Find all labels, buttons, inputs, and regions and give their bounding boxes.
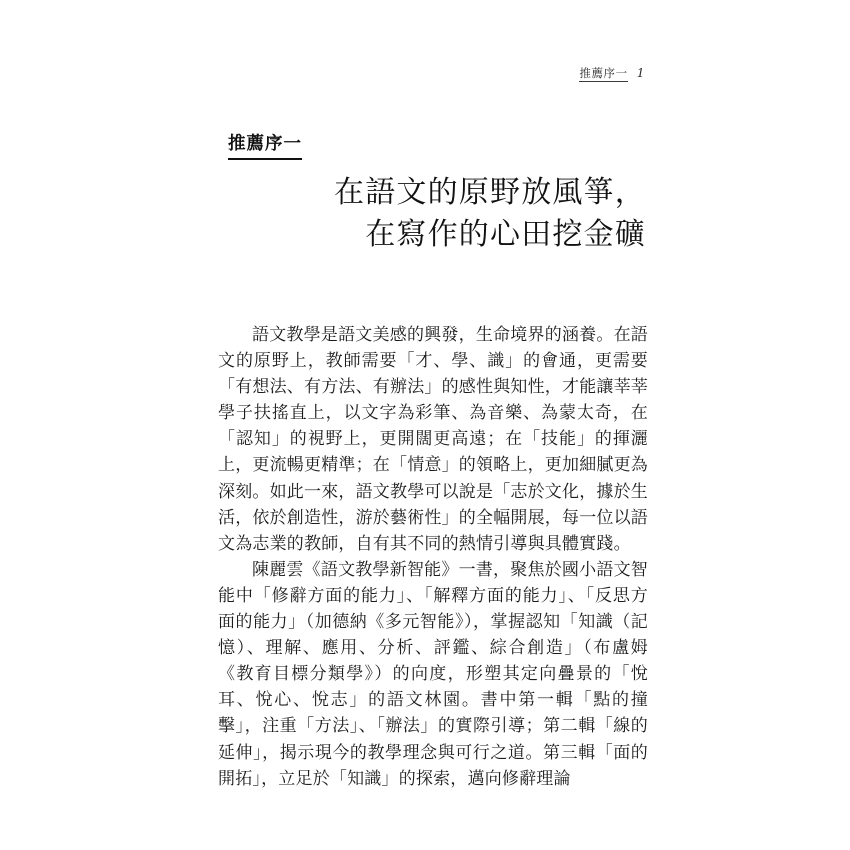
body-text <box>218 322 648 792</box>
page-title-line-1: 在語文的原野放風箏， <box>334 175 646 210</box>
running-head <box>579 66 645 82</box>
body-paragraph: 語文教學是語文美感的興發，生命境界的涵養。在語文的原野上，教師需要「才、學、識」的會通，更需要「有想法、有方法、有辦法」的感性與知性，才能讓莘莘學子扶搖直上，以文字為彩筆、為音樂、為蒙太奇，在「認知」的視野上，更開闊更高遠；在「技能」的揮灑上，更流暢更精準；在「情意」的領略上，更加細膩更為深刻。如此一來，語文教學可以說是「志於文化，據於生活，依於創造性，游於藝術性」的全幅開展，每一位以語文為志業的教師，自有其不同的熱情引導與具體實踐。 <box>218 325 648 554</box>
page-number: 1 <box>636 66 645 80</box>
page-title-line-2: 在寫作的心田挖金礦 <box>365 217 646 252</box>
section-label: 推薦序一 <box>228 133 302 160</box>
page-title <box>218 172 646 256</box>
body-paragraph: 陳麗雲《語文教學新智能》一書，聚焦於國小語文智能中「修辭方面的能力」、「解釋方面的能力」、「反思方面的能力」（加德納《多元智能》），掌握認知「知識（記憶）、理解、應用、分析、評鑑、綜合創造」（布盧姆《教育目標分類學》）的向度，形塑其定向疊景的「悅耳、悅心、悅志」的語文林園。書中第一輯「點的撞擊」，注重「方法」、「辦法」的實際引導；第二輯「線的延伸」，揭示現今的教學理念與可行之道。第三輯「面的開拓」，立足於「知識」的探索，邁向修辭理論 <box>218 559 648 789</box>
running-head-title: 推薦序一 <box>579 66 627 82</box>
